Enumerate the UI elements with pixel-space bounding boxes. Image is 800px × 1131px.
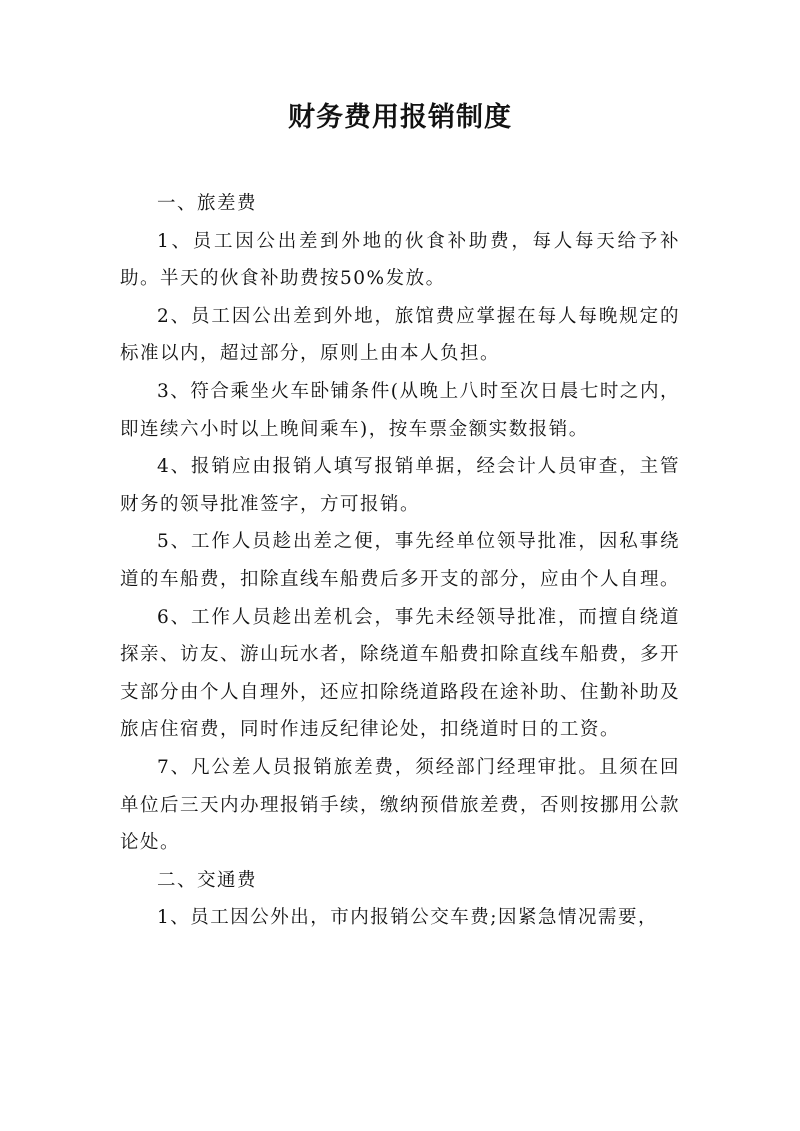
document-title: 财务费用报销制度 xyxy=(288,102,512,133)
travel-clause-4: 4、报销应由报销人填写报销单据，经会计人员审查，主管财务的领导批准签字，方可报销。 xyxy=(120,456,680,515)
travel-clause-5: 5、工作人员趁出差之便，事先经单位领导批准，因私事绕道的车船费，扣除直线车船费后多开支的部分，应由个人自理。 xyxy=(120,531,681,590)
document-body xyxy=(120,185,680,937)
travel-clause-6: 6、工作人员趁出差机会，事先未经领导批准，而擅自绕道探亲、访友、游山玩水者，除绕道车船费扣除直线车船费，多开支部分由个人自理外，还应扣除绕道路段在途补助、住勤补助及旅店住宿费，同时作违反纪律论处，扣绕道时日的工资。 xyxy=(120,606,681,741)
section-heading-transport: 二、交通费 xyxy=(157,869,258,891)
travel-clause-2: 2、员工因公出差到外地，旅馆费应掌握在每人每晚规定的标准以内，超过部分，原则上由本人负担。 xyxy=(120,305,680,365)
travel-clause-1: 1、员工因公出差到外地的伙食补助费，每人每天给予补助。半天的伙食补助费按50%发放。 xyxy=(120,230,680,290)
transport-clause-1: 1、员工因公外出，市内报销公交车费;因紧急情况需要， xyxy=(157,907,659,929)
section-heading-travel: 一、旅差费 xyxy=(157,193,258,214)
travel-clause-3: 3、符合乘坐火车卧铺条件(从晚上八时至次日晨七时之内，即连续六小时以上晚间乘车)，按车票金额实数报销。 xyxy=(120,380,680,440)
travel-clause-7: 7、凡公差人员报销旅差费，须经部门经理审批。且须在回单位后三天内办理报销手续，缴纳预借旅差费，否则按挪用公款论处。 xyxy=(120,756,681,854)
